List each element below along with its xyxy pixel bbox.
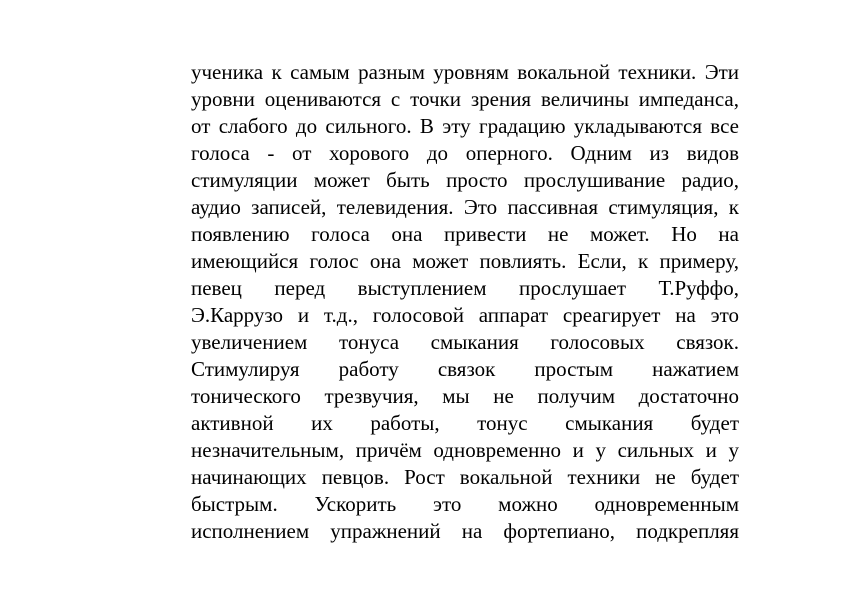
text-line-16: начинающих певцов. Рост вокальной техники не будет — [191, 465, 739, 489]
text-line-13: тонического трезвучия, мы не получим достаточно — [191, 384, 739, 408]
text-line-2: уровни оцениваются с точки зрения величины импеданса, — [191, 87, 739, 111]
text-line-9: певец перед выступлением прослушает Т.Руффо, — [191, 276, 739, 300]
text-line-7: появлению голоса она привести не может. Но на — [191, 222, 739, 246]
body-text — [191, 59, 739, 545]
text-line-3: от слабого до сильного. В эту градацию укладываются все — [191, 114, 739, 138]
text-line-4: голоса - от хорового до оперного. Одним из видов — [191, 141, 739, 165]
text-line-10: Э.Каррузо и т.д., голосовой аппарат среагирует на это — [191, 303, 739, 327]
text-line-8: имеющийся голос она может повлиять. Если, к примеру, — [191, 249, 739, 273]
text-line-17: быстрым. Ускорить это можно одновременным — [191, 492, 739, 516]
text-line-15: незначительным, причём одновременно и у сильных и у — [191, 438, 739, 462]
text-line-14: активной их работы, тонус смыкания будет — [191, 411, 739, 435]
text-line-1: ученика к самым разным уровням вокальной техники. Эти — [191, 60, 739, 84]
text-line-6: аудио записей, телевидения. Это пассивная стимуляция, к — [191, 195, 739, 219]
text-line-12: Стимулируя работу связок простым нажатием — [191, 357, 739, 381]
text-line-5: стимуляции может быть просто прослушивание радио, — [191, 168, 739, 192]
text-line-18: исполнением упражнений на фортепиано, подкрепляя — [191, 519, 739, 543]
text-line-11: увеличением тонуса смыкания голосовых связок. — [191, 330, 739, 354]
